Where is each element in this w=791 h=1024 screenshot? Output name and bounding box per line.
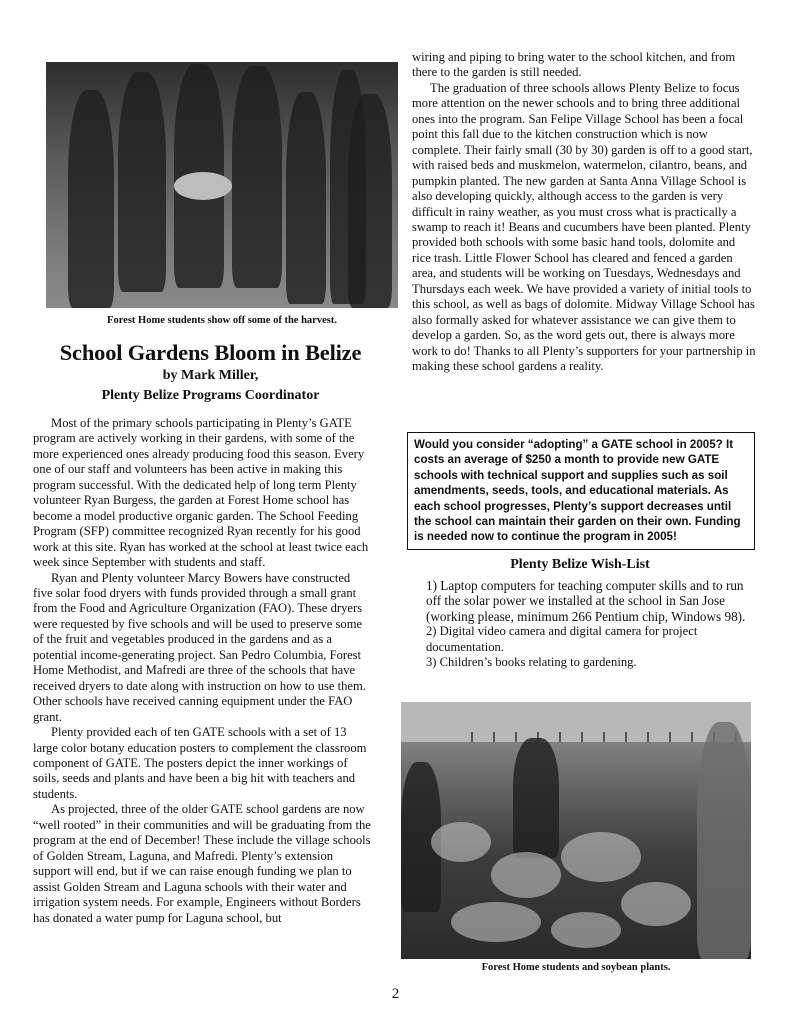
photo-caption-bottom: Forest Home students and soybean plants. — [481, 962, 671, 973]
paragraph: Ryan and Plenty volunteer Marcy Bowers have constructed five solar food dryers with funds provided through a small grant from the Food and Agriculture Organization (FAO). These dryers were requested by five schools and will be used to preserve some of the fruit and vegetables produced in the gardens and as a potential income-generating project. San Pedro Columbia, Forest Home Methodist, and Mafredi are three of the schools that have received dryers to date along with instruction on how to use them. Other schools have received canning equipment under the FAO grant. — [33, 570, 366, 724]
soybean-photo — [401, 702, 751, 959]
harvest-photo — [46, 62, 398, 308]
student-figure — [232, 66, 282, 288]
student-figure — [513, 738, 559, 858]
paragraph: Most of the primary schools participating in Plenty’s GATE program are actively working in their gardens, with some of the more experienced ones already producing food this season. Every one of our staff and volunteers has been active in making this program successful. With the dedicated help of long term Plenty volunteer Ryan Burgess, the garden at Forest Home school has become a model productive organic garden. The School Feeding Program (SFP) committee recognized Ryan recently for his good work at this site. Ryan has worked at the school at least twice each week since September with students and staff. — [33, 416, 369, 570]
student-figure — [348, 94, 392, 308]
student-figure — [286, 92, 326, 304]
adopt-school-callout: Would you consider “adopting” a GATE school in 2005? It costs an average of $250 a month to provide new GATE schools with technical support and supplies such as soil amendments, seeds, tools, and educational materials. As each school progresses, Plenty’s support decreases until the school can maintain their garden on their own. Funding is needed now to continue the program in 2005! — [407, 432, 755, 550]
plant-leaf — [561, 832, 641, 882]
wishlist-item: 3) Children’s books relating to gardening. — [426, 655, 637, 670]
plant-leaf — [431, 822, 491, 862]
byline-title: Plenty Belize Programs Coordinator — [101, 388, 320, 403]
student-figure — [68, 90, 114, 308]
plant-leaf — [551, 912, 621, 948]
paragraph: Plenty provided each of ten GATE schools with a set of 13 large color botany education posters to complement the classroom component of GATE. The posters depict the inner workings of soils, seeds and plants and have been a big hit with teachers and students. — [33, 725, 367, 801]
article-left-column — [33, 416, 371, 926]
plant-leaf — [621, 882, 691, 926]
wishlist-title: Plenty Belize Wish-List — [510, 557, 650, 572]
photo-caption-top: Forest Home students show off some of the harvest. — [107, 315, 337, 326]
student-figure — [697, 722, 751, 959]
harvest-basket — [174, 172, 232, 200]
wishlist-item: 1) Laptop computers for teaching computer skills and to run off the solar power we installed at the school in San Jose (working please, minimum 266 Pentium chip, Windows 98). — [426, 578, 746, 624]
page-number: 2 — [391, 986, 400, 1002]
wishlist-item: 2) Digital video camera and digital camera for project documentation. — [426, 624, 698, 654]
paragraph: As projected, three of the older GATE school gardens are now “well rooted” in their communities and will be graduating from the program at the end of December! These include the village schools of Golden Stream, Laguna, and Mafredi. Plenty’s extension support will end, but if we can raise enough funding we plan to assist Golden Stream and Laguna schools with their water and irrigation system needs. For example, Engineers without Borders has donated a water pump for Laguna school, but — [33, 802, 371, 925]
paragraph: wiring and piping to bring water to the school kitchen, and from there to the garden is still needed. — [412, 50, 736, 80]
article-right-column — [412, 50, 757, 375]
paragraph: The graduation of three schools allows Plenty Belize to focus more attention on the newer schools and to bring three additional ones into the program. San Felipe Village School has been a focal point this fall due to the kitchen construction which is now complete. Their fairly small (30 by 30) garden is off to a good start, with raised beds and muskmelon, watermelon, cilantro, beans, and pumpkin planted. The new garden at Santa Anna Village School is also developing quickly, although access to the garden is very difficult in rainy weather, as you must cross what is practically a swamp to reach it! Beans and cucumbers have been planted. Plenty provided both schools with some basic hand tools, dolomite and rice trash. Little Flower School has cleared and fenced a garden area, and students will be working on Tuesdays, Wednesdays and Thursdays each week. We have provided a variety of initial tools to this school, as well as bags of dolomite. Midway Village School has also formally asked for whatever assistance we can give them to develop a garden. So, as the word gets out, there is always more work to do! Thanks to all Plenty’s supporters for your partnership in making these school gardens a reality. — [412, 80, 756, 374]
plant-leaf — [491, 852, 561, 898]
plant-leaf — [451, 902, 541, 942]
student-figure — [118, 72, 166, 292]
wishlist — [426, 578, 751, 670]
article-headline: School Gardens Bloom in Belize — [59, 340, 362, 365]
byline-author: by Mark Miller, — [162, 368, 259, 383]
